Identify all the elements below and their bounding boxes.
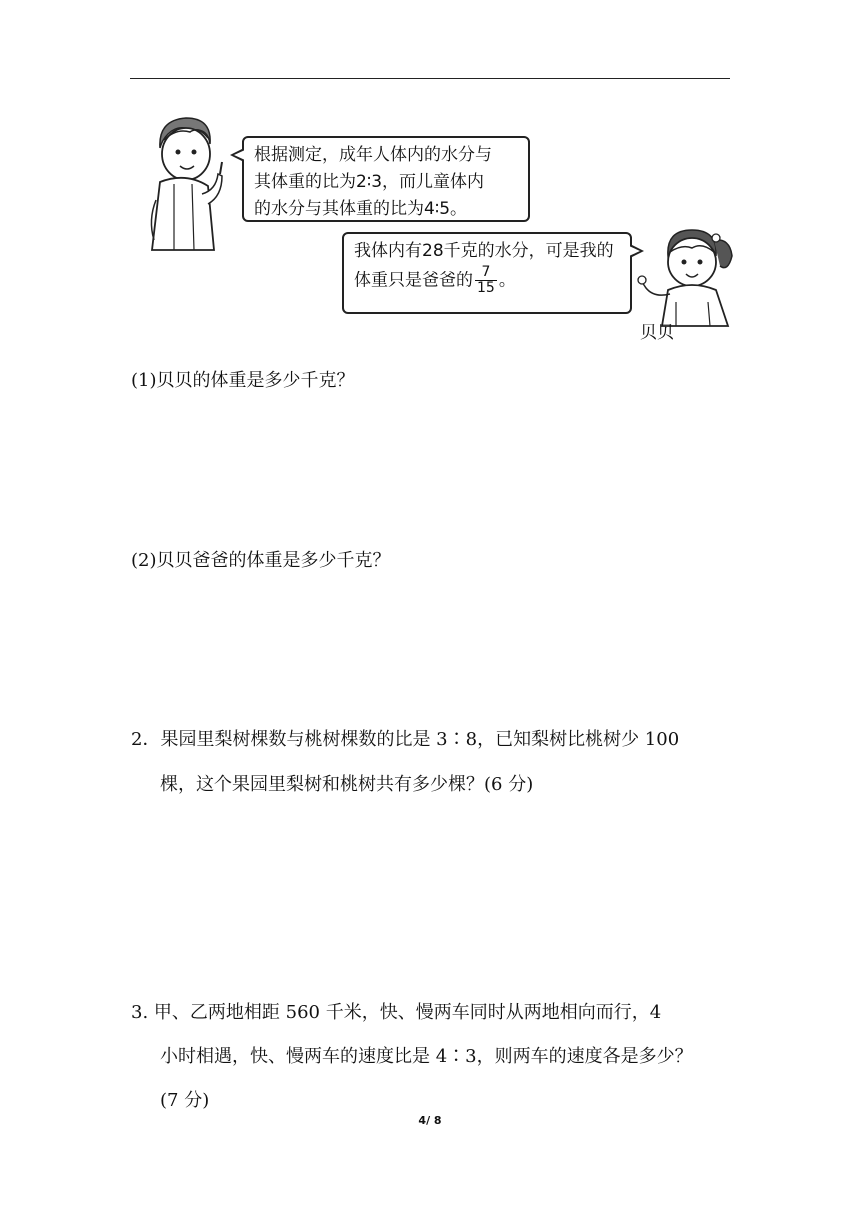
question-3-line-1: 3. 甲、乙两地相距 560 千米，快、慢两车同时从两地相向而行，4 xyxy=(131,1002,662,1023)
question-2-line-2: 棵，这个果园里梨树和桃树共有多少棵？(6 分) xyxy=(160,774,534,795)
question-3-line-2: 小时相遇，快、慢两车的速度比是 4∶3，则两车的速度各是多少？ xyxy=(160,1046,693,1067)
bubble-line: 的水分与其体重的比为4∶5。 xyxy=(254,199,468,219)
boy-illustration xyxy=(138,110,228,260)
question-3-line-3: (7 分) xyxy=(160,1090,210,1111)
bubble-text: 体重只是爸爸的 xyxy=(354,270,473,291)
bubble-line xyxy=(354,265,620,296)
fraction xyxy=(475,265,497,296)
question-2-line-1: 2．果园里梨树棵数与桃树棵数的比是 3∶8，已知梨树比桃树少 100 xyxy=(131,729,680,750)
speech-bubble-adult-ratio xyxy=(242,136,530,222)
bubble-line: 根据测定，成年人体内的水分与 xyxy=(254,145,492,165)
question-1-part-1: (1)贝贝的体重是多少千克？ xyxy=(131,370,355,391)
girl-illustration xyxy=(632,222,740,330)
bubble-line: 其体重的比为2∶3，而儿童体内 xyxy=(254,172,485,192)
speech-bubble-beibei xyxy=(342,232,632,314)
bubble-line: 我体内有28千克的水分，可是我的 xyxy=(354,241,614,261)
page-number: 4/ 8 xyxy=(418,1114,442,1127)
girl-name-label: 贝贝 xyxy=(640,323,674,343)
header-rule xyxy=(130,78,730,79)
fraction-numerator: 7 xyxy=(475,265,497,281)
question-1-part-2: (2)贝贝爸爸的体重是多少千克？ xyxy=(131,550,391,571)
bubble-text: 。 xyxy=(498,270,516,291)
fraction-denominator: 15 xyxy=(477,280,495,296)
